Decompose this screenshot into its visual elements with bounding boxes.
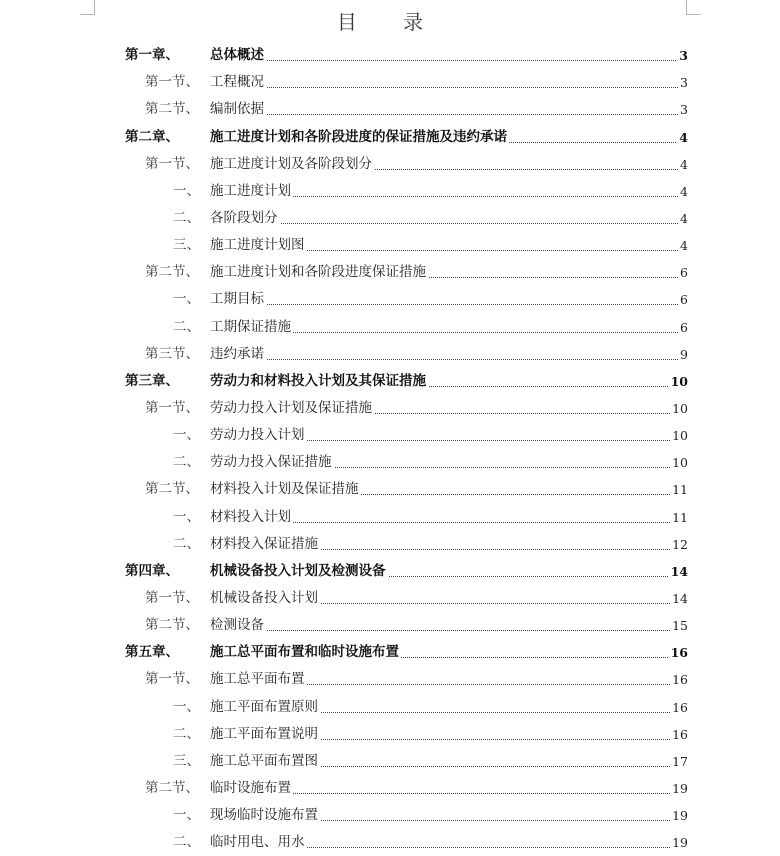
- toc-entry-title: 现场临时设施布置: [210, 803, 320, 823]
- toc-entry-page-number: 16: [672, 699, 688, 715]
- toc-entry[interactable]: [0, 639, 780, 666]
- toc-entry[interactable]: [0, 232, 780, 259]
- toc-entry[interactable]: [0, 693, 780, 720]
- toc-entry-number: 一、: [173, 508, 200, 525]
- toc-entry-page-number: 10: [672, 400, 688, 416]
- toc-entry-title: 劳动力投入计划及保证措施: [210, 396, 374, 416]
- toc-entry-title: 施工总平面布置图: [210, 749, 320, 769]
- toc-entry-page-number: 4: [680, 238, 688, 254]
- toc-entry-number: 二、: [173, 209, 200, 226]
- toc-entry[interactable]: [0, 422, 780, 449]
- toc-entry-title: 施工进度计划图: [210, 233, 307, 253]
- toc-entry-number: 一、: [173, 182, 200, 199]
- toc-entry-title: 检测设备: [210, 613, 266, 633]
- toc-entry-title: 施工总平面布置和临时设施布置: [210, 640, 401, 660]
- toc-entry-page-number: 6: [680, 319, 688, 335]
- toc-entry-page-number: 15: [672, 618, 688, 634]
- toc-entry-page-number: 3: [679, 48, 688, 64]
- toc-entry[interactable]: [0, 259, 780, 286]
- toc-entry-title: 工程概况: [210, 70, 266, 90]
- toc-entry[interactable]: [0, 313, 780, 340]
- toc-entry[interactable]: [0, 42, 780, 69]
- toc-entry[interactable]: [0, 531, 780, 558]
- toc-entry-number: 第二节、: [145, 779, 199, 796]
- toc-entry-title: 编制依据: [210, 97, 266, 117]
- toc-entry-page-number: 16: [672, 726, 688, 742]
- toc-entry-number: 第二节、: [145, 481, 199, 498]
- toc-dot-leader: [210, 60, 686, 61]
- toc-entry-page-number: 14: [672, 590, 688, 606]
- toc-entry[interactable]: [0, 123, 780, 150]
- toc-entry-number: 三、: [173, 752, 200, 769]
- toc-entry-number: 第五章、: [125, 644, 179, 661]
- toc-title: 目 录: [336, 10, 444, 34]
- toc-entry-title: 工期目标: [210, 287, 266, 307]
- toc-entry-number: 第三章、: [125, 372, 179, 389]
- toc-entry[interactable]: [0, 612, 780, 639]
- toc-dot-leader: [210, 114, 682, 115]
- toc-entry-title: 施工进度计划和各阶段进度的保证措施及违约承诺: [210, 125, 509, 145]
- toc-entry[interactable]: [0, 341, 780, 368]
- toc-entry[interactable]: [0, 476, 780, 503]
- toc-entry-page-number: 17: [672, 753, 688, 769]
- toc-entry-number: 二、: [173, 535, 200, 552]
- toc-entry-number: 第一章、: [125, 47, 179, 64]
- toc-entry-page-number: 4: [679, 129, 688, 145]
- toc-entry-page-number: 11: [672, 509, 688, 525]
- toc-entry-page-number: 11: [672, 482, 688, 498]
- toc-dot-leader: [210, 359, 682, 360]
- toc-entry-title: 施工总平面布置: [210, 667, 307, 687]
- toc-entry-title: 材料投入计划及保证措施: [210, 477, 361, 497]
- toc-entry-page-number: 4: [680, 183, 688, 199]
- toc-entry-number: 第二节、: [145, 617, 199, 634]
- toc-entry-number: 第一节、: [145, 589, 199, 606]
- toc-entry-number: 二、: [173, 318, 200, 335]
- toc-entry-number: 一、: [173, 807, 200, 824]
- toc-entry-title: 机械设备投入计划: [210, 586, 320, 606]
- toc-entry-page-number: 19: [672, 780, 688, 796]
- toc-entry-number: 二、: [173, 454, 200, 471]
- toc-entry-number: 一、: [173, 698, 200, 715]
- toc-entry-page-number: 10: [670, 373, 688, 389]
- toc-entry[interactable]: [0, 151, 780, 178]
- toc-entry-number: 第二章、: [125, 128, 179, 145]
- toc-entry[interactable]: [0, 286, 780, 313]
- toc-entry-title: 临时用电、用水: [210, 830, 307, 850]
- toc-entry-number: 第四章、: [125, 562, 179, 579]
- toc-entry-title: 机械设备投入计划及检测设备: [210, 559, 388, 579]
- toc-entry-page-number: 10: [672, 455, 688, 471]
- toc-entry-number: 第三节、: [145, 345, 199, 362]
- toc-entry-title: 施工进度计划及各阶段划分: [210, 152, 374, 172]
- toc-entry-title: 总体概述: [210, 43, 266, 63]
- toc-entry-title: 工期保证措施: [210, 315, 293, 335]
- toc-entry-page-number: 6: [680, 265, 688, 281]
- toc-entry-title: 各阶段划分: [210, 206, 280, 226]
- toc-entry[interactable]: [0, 802, 780, 829]
- toc-entry-number: 一、: [173, 291, 200, 308]
- toc-entry-page-number: 3: [680, 102, 688, 118]
- toc-entry-number: 一、: [173, 427, 200, 444]
- toc-entry[interactable]: [0, 205, 780, 232]
- toc-entry[interactable]: [0, 96, 780, 123]
- toc-entry-title: 施工进度计划和各阶段进度保证措施: [210, 260, 428, 280]
- toc-entry-title: 劳动力投入计划: [210, 423, 307, 443]
- toc-entry-page-number: 4: [680, 210, 688, 226]
- toc-entry[interactable]: [0, 503, 780, 530]
- toc-entry-title: 材料投入计划: [210, 505, 293, 525]
- toc-entry[interactable]: [0, 748, 780, 775]
- toc-entry-title: 施工平面布置原则: [210, 695, 320, 715]
- toc-entry[interactable]: [0, 178, 780, 205]
- toc-entry-page-number: 3: [680, 75, 688, 91]
- toc-entry[interactable]: [0, 69, 780, 96]
- toc-entry-title: 施工进度计划: [210, 179, 293, 199]
- toc-entry-page-number: 10: [672, 428, 688, 444]
- toc-entry-page-number: 16: [672, 672, 688, 688]
- toc-entry-number: 二、: [173, 725, 200, 742]
- toc-entry-page-number: 9: [680, 346, 688, 362]
- toc-entry-page-number: 14: [670, 563, 688, 579]
- toc-entry-title: 劳动力和材料投入计划及其保证措施: [210, 369, 428, 389]
- toc-entry-number: 第一节、: [145, 74, 199, 91]
- toc-entry-page-number: 19: [672, 808, 688, 824]
- toc-entry-number: 第二节、: [145, 264, 199, 281]
- toc-entry[interactable]: [0, 721, 780, 748]
- toc-entry-number: 第一节、: [145, 671, 199, 688]
- toc-entry-number: 第二节、: [145, 101, 199, 118]
- toc-entry-title: 劳动力投入保证措施: [210, 450, 334, 470]
- toc-dot-leader: [210, 223, 682, 224]
- toc-entry-number: 第一节、: [145, 399, 199, 416]
- toc-entry-title: 材料投入保证措施: [210, 532, 320, 552]
- toc-entry-page-number: 16: [670, 645, 688, 661]
- toc-entry-number: 二、: [173, 834, 200, 851]
- toc-entry[interactable]: [0, 395, 780, 422]
- toc-dot-leader: [210, 630, 682, 631]
- toc-entry-page-number: 4: [680, 156, 688, 172]
- table-of-contents: [0, 42, 780, 856]
- toc-entry[interactable]: [0, 666, 780, 693]
- toc-entry-title: 违约承诺: [210, 342, 266, 362]
- toc-entry[interactable]: [0, 775, 780, 802]
- toc-entry-title: 施工平面布置说明: [210, 722, 320, 742]
- toc-entry-title: 临时设施布置: [210, 776, 293, 796]
- toc-entry[interactable]: [0, 585, 780, 612]
- toc-entry-page-number: 12: [672, 536, 688, 552]
- toc-entry-number: 三、: [173, 237, 200, 254]
- toc-entry[interactable]: [0, 368, 780, 395]
- toc-entry[interactable]: [0, 449, 780, 476]
- toc-dot-leader: [210, 304, 682, 305]
- toc-entry-page-number: 6: [680, 292, 688, 308]
- toc-dot-leader: [210, 87, 682, 88]
- toc-entry-number: 第一节、: [145, 155, 199, 172]
- toc-entry[interactable]: [0, 558, 780, 585]
- toc-entry-page-number: 19: [672, 835, 688, 851]
